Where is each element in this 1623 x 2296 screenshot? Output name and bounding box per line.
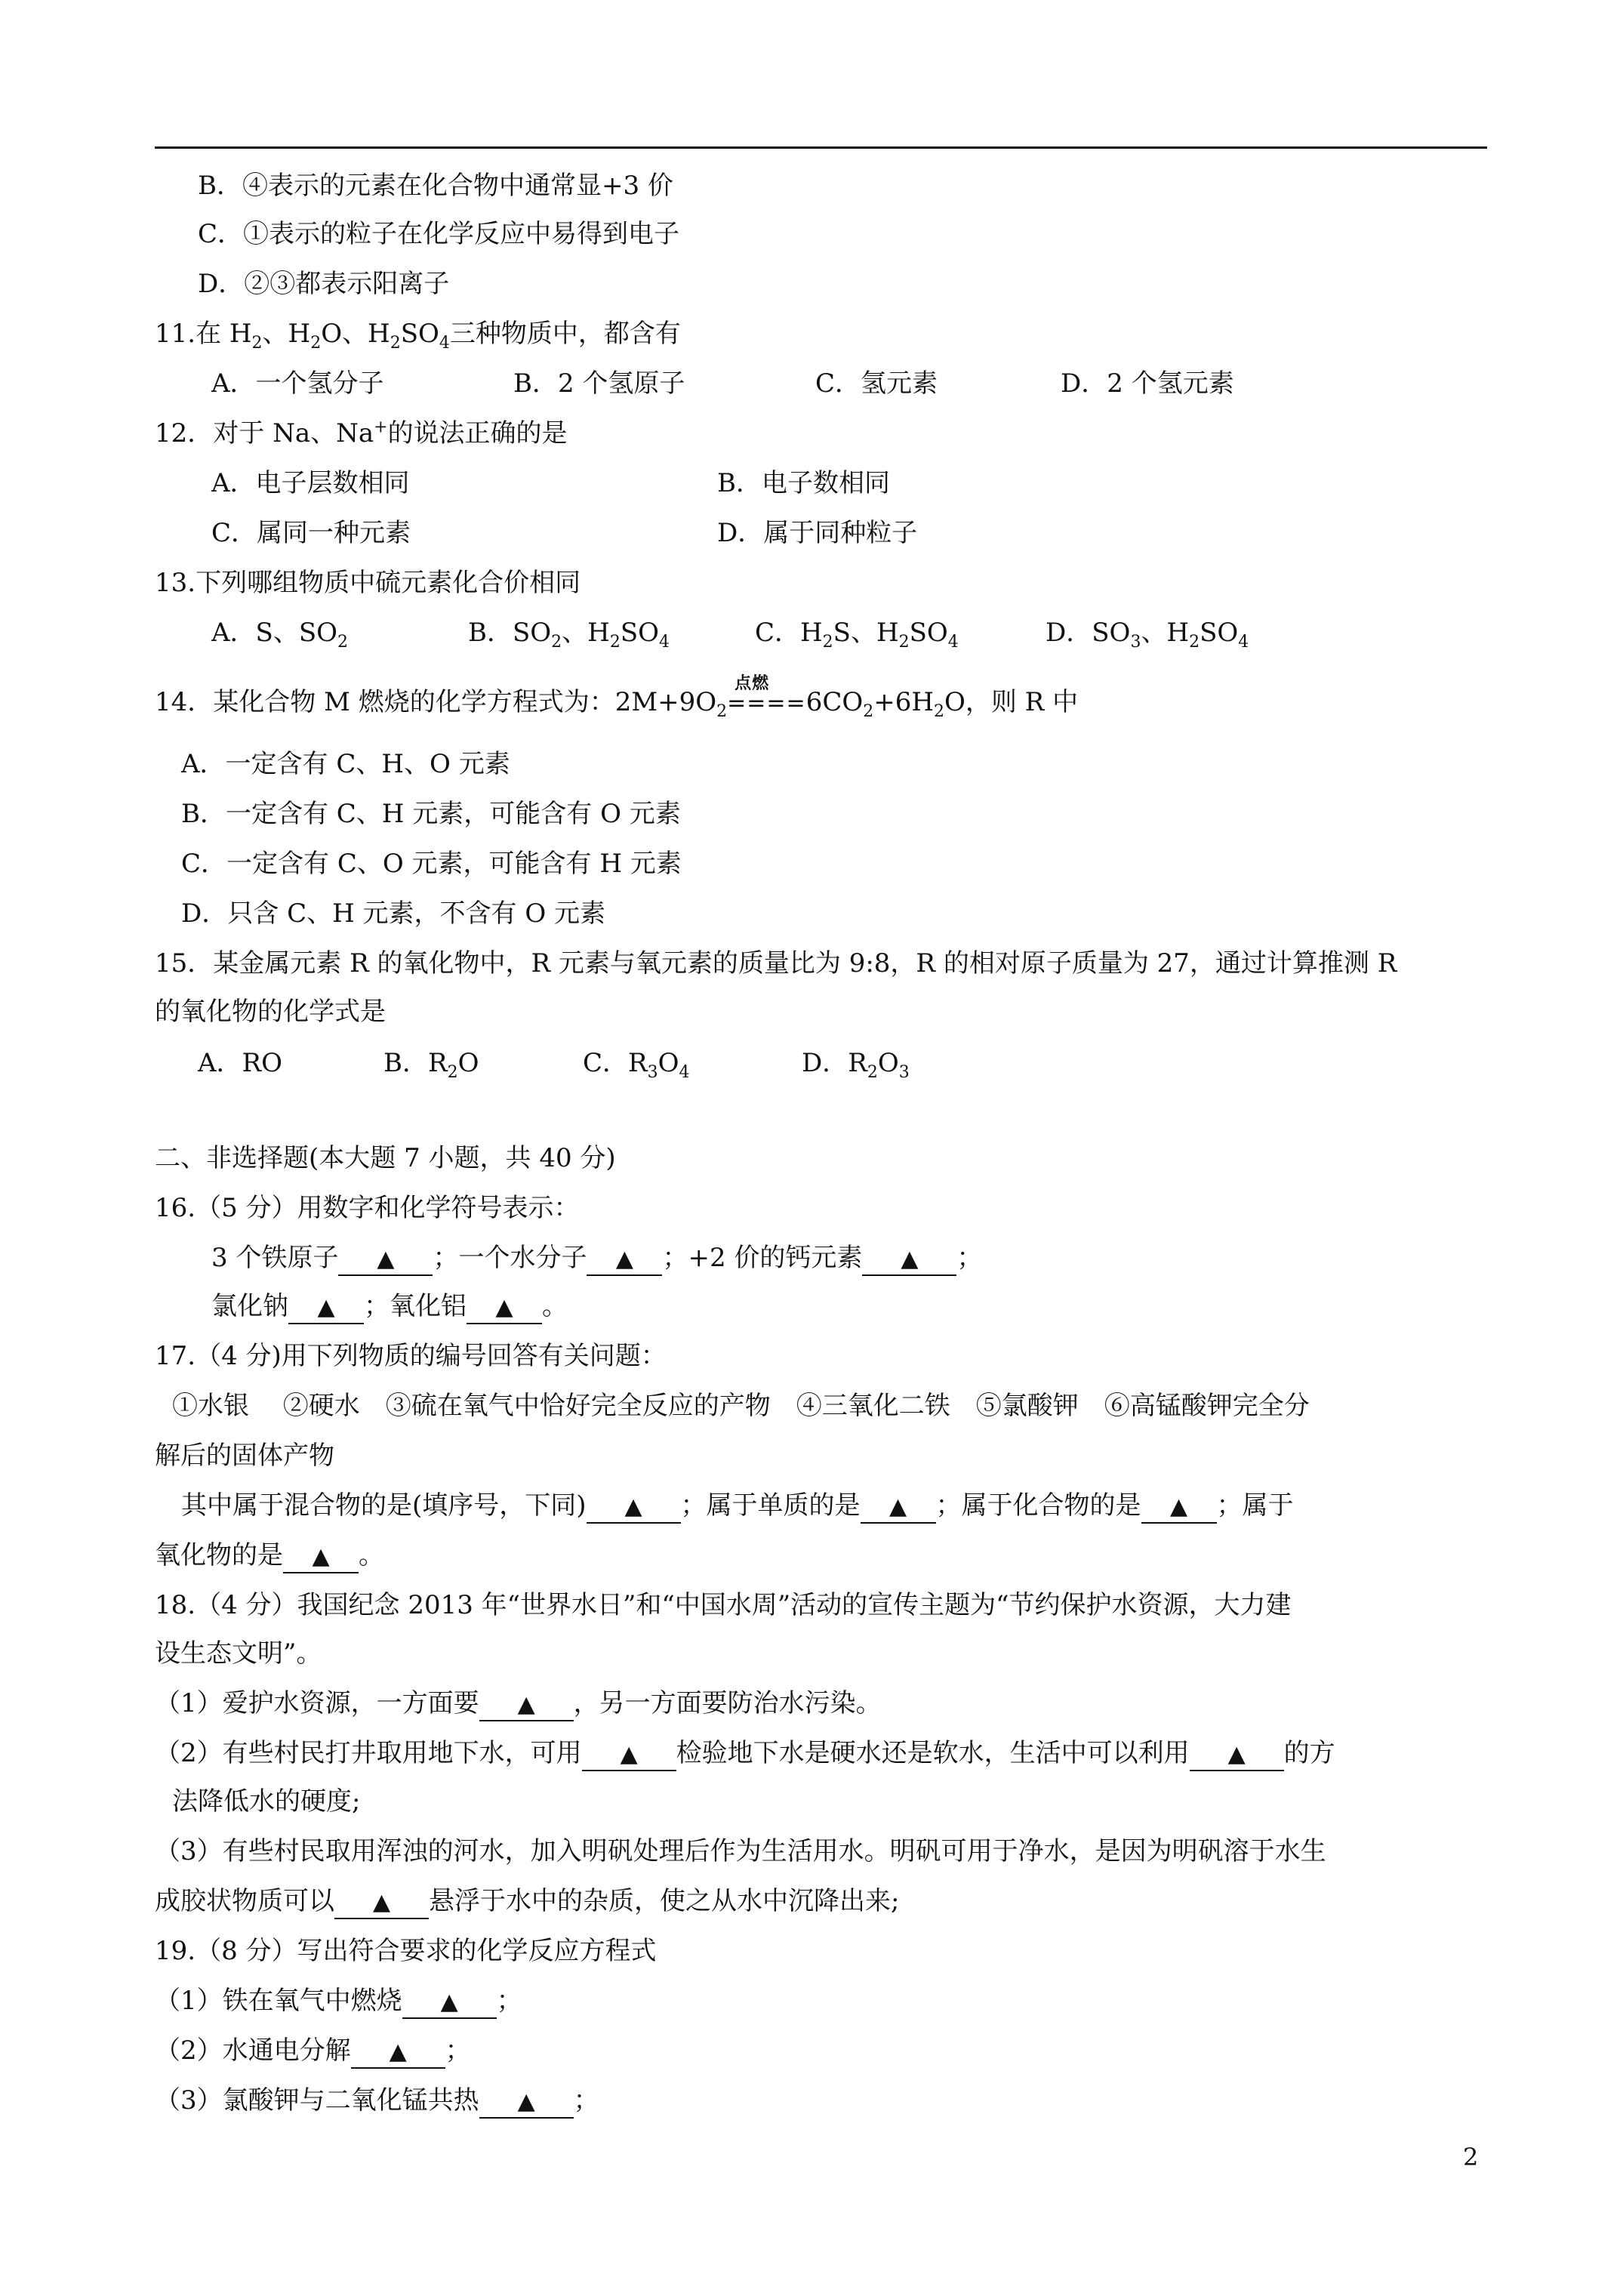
answer-blank: ▲ [288,1293,364,1324]
q15-stem-line2: 的氧化物的化学式是 [155,997,386,1027]
answer-blank: ▲ [1190,1740,1284,1771]
q15-option-a: A．RO [198,1048,283,1078]
q15-stem-line1: 15．某金属元素 R 的氧化物中，R 元素与氧元素的质量比为 9:8，R 的相对原子质量为 27，通过计算推测 R [155,948,1397,978]
q14-option-b: B．一定含有 C、H 元素，可能含有 O 元素 [181,799,681,829]
q19-stem: 19.（8 分）写出符合要求的化学反应方程式 [155,1936,657,1966]
answer-blank: ▲ [283,1542,359,1573]
answer-blank: ▲ [479,2087,574,2119]
q19-part1: （1）铁在氧气中燃烧 ▲ ； [155,1984,522,2019]
q12-option-b: B．电子数相同 [717,468,890,498]
q15-option-c: C．$R_3O_4$ [583,1048,690,1082]
answer-blank: ▲ [587,1492,681,1524]
q17-list: ①水银 ②硬水 ③硫在氧气中恰好完全反应的产物 ④三氧化二铁 ⑤氯酸钾 ⑥高锰酸钾完全分 [172,1391,1310,1421]
q18-part1: （1）爱护水资源，一方面要 ▲ ，另一方面要防治水污染。 [155,1687,882,1721]
answer-blank: ▲ [351,2037,445,2069]
q10-option-d: D．②③都表示阳离子 [198,269,450,299]
q10-option-c: C．①表示的粒子在化学反应中易得到电子 [198,219,680,249]
answer-blank: ▲ [1141,1492,1217,1524]
q13-option-b: B．$SO_2$、$H_2SO_4$ [468,618,670,652]
q18-part2: （2）有些村民打井取用地下水，可用 ▲ 检验地下水是硬水还是软水，生活中可以利用 ▲ 的方 [155,1737,1335,1771]
answer-blank: ▲ [582,1740,676,1771]
q12-option-c: C．属同一种元素 [211,518,411,548]
q16-row2: 氯化钠 ▲ ；氧化铝 ▲ 。 [211,1290,568,1324]
q13-stem: 13.下列哪组物质中硫元素化合价相同 [155,568,581,598]
q16-stem: 16.（5 分）用数字和化学符号表示： [155,1193,580,1223]
q19-part2: （2）水通电分解 ▲ ； [155,2034,471,2069]
q10-option-b: B．④表示的元素在化合物中通常显+3 价 [198,171,673,201]
q14-stem: 14．某化合物 M 燃烧的化学方程式为：$2M+9O_2$ 点燃 $====6CO_2+6H_2O$，则 R 中 [155,674,1079,721]
answer-blank: ▲ [338,1244,433,1276]
answer-blank: ▲ [334,1888,429,1919]
q12-stem: 12．对于 Na、Na+的说法正确的是 [155,418,568,448]
q14-option-c: C．一定含有 C、O 元素，可能含有 H 元素 [181,849,682,879]
q14-option-a: A．一定含有 C、H、O 元素 [181,749,510,779]
q13-option-c: C．$H_2S$、$H_2SO_4$ [755,618,959,652]
q18-stem-line2: 设生态文明”。 [155,1638,322,1669]
q12-option-a: A．电子层数相同 [211,468,410,498]
answer-blank: ▲ [587,1244,662,1276]
answer-blank: ▲ [862,1244,956,1276]
q12-option-d: D．属于同种粒子 [717,518,918,548]
answer-blank: ▲ [861,1492,936,1524]
q19-part3: （3）氯酸钾与二氧化锰共热 ▲ ； [155,2084,599,2119]
answer-blank: ▲ [467,1293,542,1324]
header-rule [155,146,1487,149]
q11-option-c: C．氢元素 [815,368,938,399]
q16-row1: 3 个铁原子 ▲ ；一个水分子 ▲ ；+2 价的钙元素 ▲ ； [211,1241,982,1276]
q17-questions: 其中属于混合物的是(填序号，下同) ▲ ；属于单质的是 ▲ ；属于化合物的是 ▲ ；属于 [181,1489,1294,1524]
q15-option-b: B．$R_2O$ [383,1048,479,1082]
q11-option-d: D．2 个氢元素 [1061,368,1234,399]
q13-option-d: D．$SO_3$、$H_2SO_4$ [1046,618,1249,652]
q17-questions-cont: 氧化物的是 ▲ 。 [155,1539,384,1573]
answer-blank: ▲ [402,1987,497,2019]
answer-blank: ▲ [479,1690,574,1721]
q18-stem-line1: 18.（4 分）我国纪念 2013 年“世界水日”和“中国水周”活动的宣传主题为“节约保护水资源，大力建 [155,1590,1292,1620]
q18-part3-line1: （3）有些村民取用浑浊的河水，加入明矾处理后作为生活用水。明矾可用于净水，是因为明矾溶于水生 [155,1836,1326,1866]
q15-option-d: D．$R_2O_3$ [802,1048,910,1082]
q18-part3-line2: 成胶状物质可以 ▲ 悬浮于水中的杂质，使之从水中沉降出来; [155,1885,899,1919]
q11-stem: 11.在 $H_2$、$H_2O$、$H_2SO_4$三种物质中，都含有 [155,319,681,353]
q18-part2-cont: 法降低水的硬度; [172,1786,361,1817]
reaction-condition: 点燃 ==== [727,674,806,717]
q13-option-a: A．S、$SO_2$ [211,618,349,652]
q14-option-d: D．只含 C、H 元素，不含有 O 元素 [181,898,606,929]
section-title: 二、非选择题(本大题 7 小题，共 40 分) [155,1143,616,1173]
q11-option-a: A．一个氢分子 [211,368,384,399]
q17-stem: 17.（4 分)用下列物质的编号回答有关问题： [155,1341,667,1371]
q11-option-b: B．2 个氢原子 [513,368,685,399]
page-number: 2 [1463,2143,1479,2171]
q17-list-cont: 解后的固体产物 [155,1441,334,1471]
